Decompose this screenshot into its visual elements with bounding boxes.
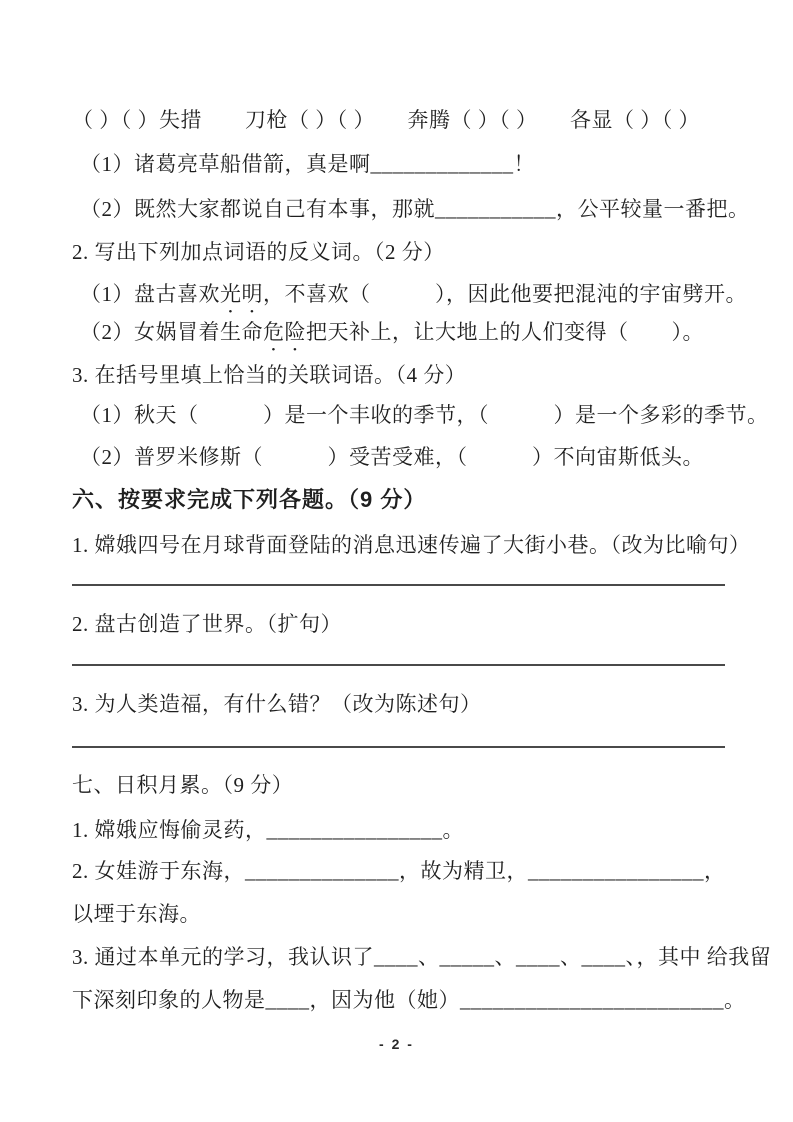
- section7-q2-line2: 以堙于东海。: [72, 902, 201, 926]
- q2-item1-pre: （1）盘古喜欢: [80, 282, 220, 306]
- q1-item1: （1）诸葛亮草船借箭，真是啊_____________！: [80, 152, 535, 176]
- q2-item1-post: ，不喜欢（ ），因此他要把混沌的宇宙劈开。: [263, 282, 747, 306]
- section7-q2-line1: 2. 女娃游于东海，______________，故为精卫，________________，: [72, 859, 726, 883]
- exam-content: [72, 0, 772, 1122]
- q3-item1: （1）秋天（ ）是一个丰收的季节，（ ）是一个多彩的季节。: [80, 403, 769, 427]
- q3-item2: （2）普罗米修斯（ ）受苦受难，（ ）不向宙斯低头。: [80, 445, 704, 469]
- q2-item2: [80, 317, 704, 356]
- q2-item2-pre: （2）女娲冒着生命: [80, 320, 263, 344]
- section7-q3-line1: 3. 通过本单元的学习，我认识了____、_____、____、____、，其中 给我留: [72, 945, 772, 969]
- section7-q3-line2: 下深刻印象的人物是____，因为他（她）________________________。: [72, 988, 746, 1012]
- q1-item2: （2）既然大家都说自己有本事，那就___________，公平较量一番把。: [80, 197, 750, 221]
- section6-q2: 2. 盘古创造了世界。（扩句）: [72, 612, 342, 636]
- q2-item2-emphasized-word: 危险: [263, 320, 306, 344]
- answer-rule-2: [72, 664, 725, 666]
- section6-q1: 1. 嫦娥四号在月球背面登陆的消息迅速传遍了大街小巷。（改为比喻句）: [72, 533, 751, 557]
- section7-heading: 七、日积月累。（9 分）: [72, 773, 294, 797]
- q2-item1-emphasized-word: 光明: [220, 282, 263, 306]
- q2-item1: [80, 279, 747, 318]
- section6-heading: 六、按要求完成下列各题。（9 分）: [72, 487, 427, 512]
- q2-item2-post: 把天补上，让大地上的人们变得（ ）。: [306, 320, 704, 344]
- word-fill-line: （ ）（ ）失措 刀枪（ ）（ ） 奔腾（ ）（ ） 各显（ ）（ ）: [72, 108, 700, 132]
- answer-rule-3: [72, 746, 725, 748]
- section7-q1: 1. 嫦娥应悔偷灵药，________________。: [72, 818, 464, 842]
- page-number: - 2 -: [379, 1036, 414, 1052]
- answer-rule-1: [72, 584, 725, 586]
- section6-q3: 3. 为人类造福，有什么错？（改为陈述句）: [72, 692, 482, 716]
- q2-title: 2. 写出下列加点词语的反义词。（2 分）: [72, 240, 445, 264]
- q3-title: 3. 在括号里填上恰当的关联词语。（4 分）: [72, 363, 467, 387]
